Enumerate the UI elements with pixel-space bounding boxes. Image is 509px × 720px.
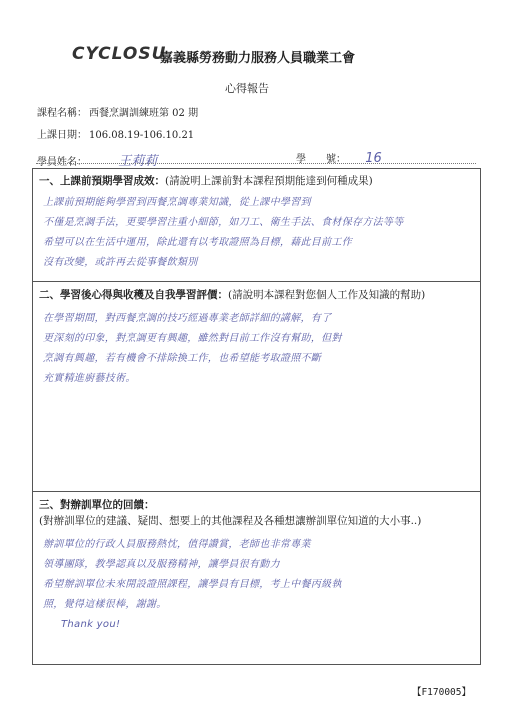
- section1-heading: 一、上課前預期學習成效：(請說明上課前對本課程預期能達到何種成果): [39, 175, 373, 187]
- section1-line: 希望可以在生活中運用，除此還有以考取證照為目標，藉此目前工作: [43, 237, 352, 248]
- report-title: 心得報告: [225, 82, 269, 95]
- section3-line: 希望辦訓單位未來開設證照課程，讓學員有目標，考上中餐丙級執: [43, 579, 342, 590]
- course-name-label: 課程名稱：: [37, 108, 87, 119]
- form-code: 【F170005】: [411, 687, 471, 698]
- section3-line: 辦訓單位的行政人員服務熱忱，值得讚賞，老師也非常專業: [43, 539, 311, 550]
- section2-line: 在學習期間，對西餐烹調的技巧經過專業老師詳細的講解，有了: [43, 313, 332, 324]
- student-name-label: 學員姓名：: [37, 157, 87, 168]
- union-name: 嘉義縣勞務動力服務人員職業工會: [160, 51, 356, 66]
- student-name-row: [37, 150, 157, 169]
- section1-line: 不僅是烹調手法，更要學習注重小細節，如刀工、衛生手法、食材保存方法等等: [43, 217, 404, 228]
- section-divider: [33, 491, 480, 492]
- section3-heading: 三、對辦訓單位的回饋：: [39, 499, 155, 511]
- section3-line: 領導團隊，教學認真以及服務精神，讓學員很有動力: [43, 559, 280, 570]
- section2-note: (請說明本課程對您個人工作及知識的幫助): [228, 289, 426, 301]
- course-date-label: 上課日期：: [37, 130, 87, 141]
- student-id-label: 學 號：: [296, 154, 346, 165]
- section3-thanks: Thank you!: [61, 619, 121, 630]
- section1-note: (請說明上課前對本課程預期能達到何種成果): [165, 175, 373, 187]
- course-name-row: [37, 104, 198, 119]
- course-name-value: 西餐烹調訓練班第 02 期: [89, 108, 199, 119]
- section-divider: [33, 281, 480, 282]
- union-logo: CYCLOSU: [72, 44, 167, 64]
- section3-note: (對辦訓單位的建議、疑問、想要上的其他課程及各種想讓辦訓單位知道的大小事..): [39, 515, 422, 527]
- student-name-value: 王莉莉: [118, 154, 158, 169]
- report-form: [32, 168, 481, 665]
- section1-line: 沒有改變，或許再去從事餐飲類別: [43, 257, 198, 268]
- section2-line: 更深刻的印象，對烹調更有興趣，雖然對目前工作沒有幫助，但對: [43, 333, 342, 344]
- course-date-row: [37, 126, 194, 141]
- section1-line: 上課前預期能夠學習到西餐烹調專業知識，從上課中學習到: [43, 197, 311, 208]
- course-date-value: 106.08.19-106.10.21: [89, 130, 195, 141]
- section2-line: 充實精進廚藝技術。: [43, 373, 136, 384]
- section3-line: 照，覺得這樣很棒，謝謝。: [43, 599, 167, 610]
- section2-heading: 二、學習後心得與收穫及自我學習評價：(請說明本課程對您個人工作及知識的幫助): [39, 289, 426, 301]
- student-id-value: 16: [365, 151, 382, 166]
- section2-line: 烹調有興趣，若有機會不排除換工作，也希望能考取證照不斷: [43, 353, 322, 364]
- name-underline: [36, 163, 476, 164]
